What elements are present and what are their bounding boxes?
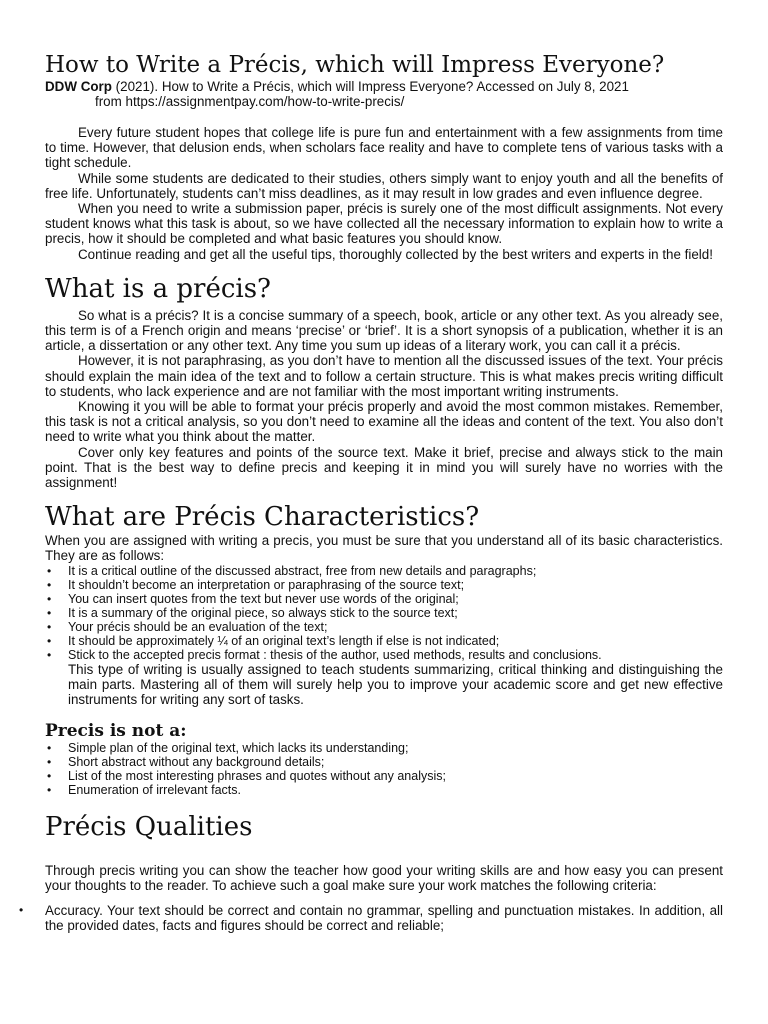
intro-section [45, 125, 723, 262]
list-item: • It should be approximately ¼ of an original text’s length if else is not indicated; [45, 634, 723, 648]
qualities-lead: Through precis writing you can show the teacher how good your writing skills are and how easy you can present your thoughts to the reader. To achieve such a goal make sure your work matches the following criteria: [45, 863, 723, 894]
section-paragraph: Cover only key features and points of the source text. Make it brief, precise and always stick to the main point. That is the best way to define precis and keeping it in mind you will surely have no worries with the assignment! [45, 444, 723, 491]
list-item: • Short abstract without any background details; [45, 755, 723, 769]
document-title: How to Write a Précis, which will Impress Everyone? [45, 52, 665, 78]
citation-line-2: from https://assignmentpay.com/how-to-write-precis/ [95, 93, 405, 109]
intro-paragraph: Every future student hopes that college life is pure fun and entertainment with a few assignments from time to time. However, that delusion ends, when scholars face reality and have to complete tens of various tasks with a tight schedule. [45, 125, 723, 171]
qualities-section [45, 863, 723, 933]
list-item: • Your précis should be an evaluation of the text; [45, 620, 723, 634]
section-paragraph: So what is a précis? It is a concise summary of a speech, book, article or any other text. As you already see, this term is of a French origin and means ‘precise’ or ‘brief’. It is a short synopsis of a publication, whether it is an article, a dissertation or any other text. Any time you sum up ideas of a literary work, you can call it a précis. [45, 307, 723, 354]
list-item: • It shouldn’t become an interpretation or paraphrasing of the source text; [45, 578, 723, 592]
list-item: • Accuracy. Your text should be correct and contain no grammar, spelling and punctuation mistakes. In addition, all the provided dates, facts and figures should be correct and reliable; [45, 903, 723, 933]
intro-paragraph: While some students are dedicated to their studies, others simply want to enjoy youth and all the benefits of free life. Unfortunately, students can’t miss deadlines, as it may result in low grades and even influence degree. [45, 170, 723, 201]
not-a-list [45, 741, 723, 797]
qualities-list [45, 903, 723, 933]
citation-text: (2021). How to Write a Précis, which will Impress Everyone? Accessed on July 8, 2021 [111, 79, 629, 94]
section-paragraph: Knowing it you will be able to format your précis properly and avoid the most common mistakes. Remember, this task is not a critical analysis, so you don’t need to examine all the ideas and content of the text. You also don’t need to write what you think about the matter. [45, 399, 723, 445]
citation-line-1 [45, 80, 723, 95]
intro-paragraph: Continue reading and get all the useful tips, thoroughly collected by the best writers and experts in the field! [78, 246, 713, 262]
section-heading-characteristics: What are Précis Characteristics? [45, 502, 480, 533]
list-item: • Enumeration of irrelevant facts. [45, 783, 723, 797]
intro-paragraph: When you need to write a submission paper, précis is surely one of the most difficult assignments. Not every student knows what this task is about, so we have collected all the necessary information to explain how to write a precis, how it should be completed and what basic features you should know. [45, 201, 723, 247]
list-item: • It is a summary of the original piece, so always stick to the source text; [45, 606, 723, 620]
characteristics-closing-block [45, 662, 723, 708]
list-item: • It is a critical outline of the discussed abstract, free from new details and paragraphs; [45, 564, 723, 578]
document-page [45, 50, 723, 933]
section-heading-qualities: Précis Qualities [45, 812, 253, 843]
characteristics-section [45, 533, 723, 707]
section-paragraph: However, it is not paraphrasing, as you don’t have to mention all the discussed issues of the text. Your précis should explain the main idea of the text and to follow a certain structure. This is what makes precis writing difficult to students, who lack experience and are not familiar with the most important writing instruments. [45, 353, 723, 399]
list-item: • List of the most interesting phrases and quotes without any analysis; [45, 769, 723, 783]
section-heading-what-is: What is a précis? [45, 273, 271, 304]
characteristics-list [45, 564, 723, 662]
section-heading-not-a: Precis is not a: [45, 721, 187, 742]
citation [45, 80, 723, 109]
characteristics-lead: When you are assigned with writing a precis, you must be sure that you understand all of its basic characteristics. They are as follows: [45, 533, 723, 564]
list-item: • Simple plan of the original text, which lacks its understanding; [45, 741, 723, 755]
citation-author: DDW Corp [45, 79, 112, 94]
characteristics-closing: This type of writing is usually assigned to teach students summarizing, critical thinking and distinguishing the main parts. Mastering all of them will surely help you to improve your academic score and get new effective instruments for writing any sort of tasks. [68, 661, 723, 708]
list-item: • You can insert quotes from the text but never use words of the original; [45, 592, 723, 606]
list-item: • Stick to the accepted precis format : thesis of the author, used methods, results and conclusions. [45, 648, 723, 662]
what-is-section [45, 308, 723, 490]
